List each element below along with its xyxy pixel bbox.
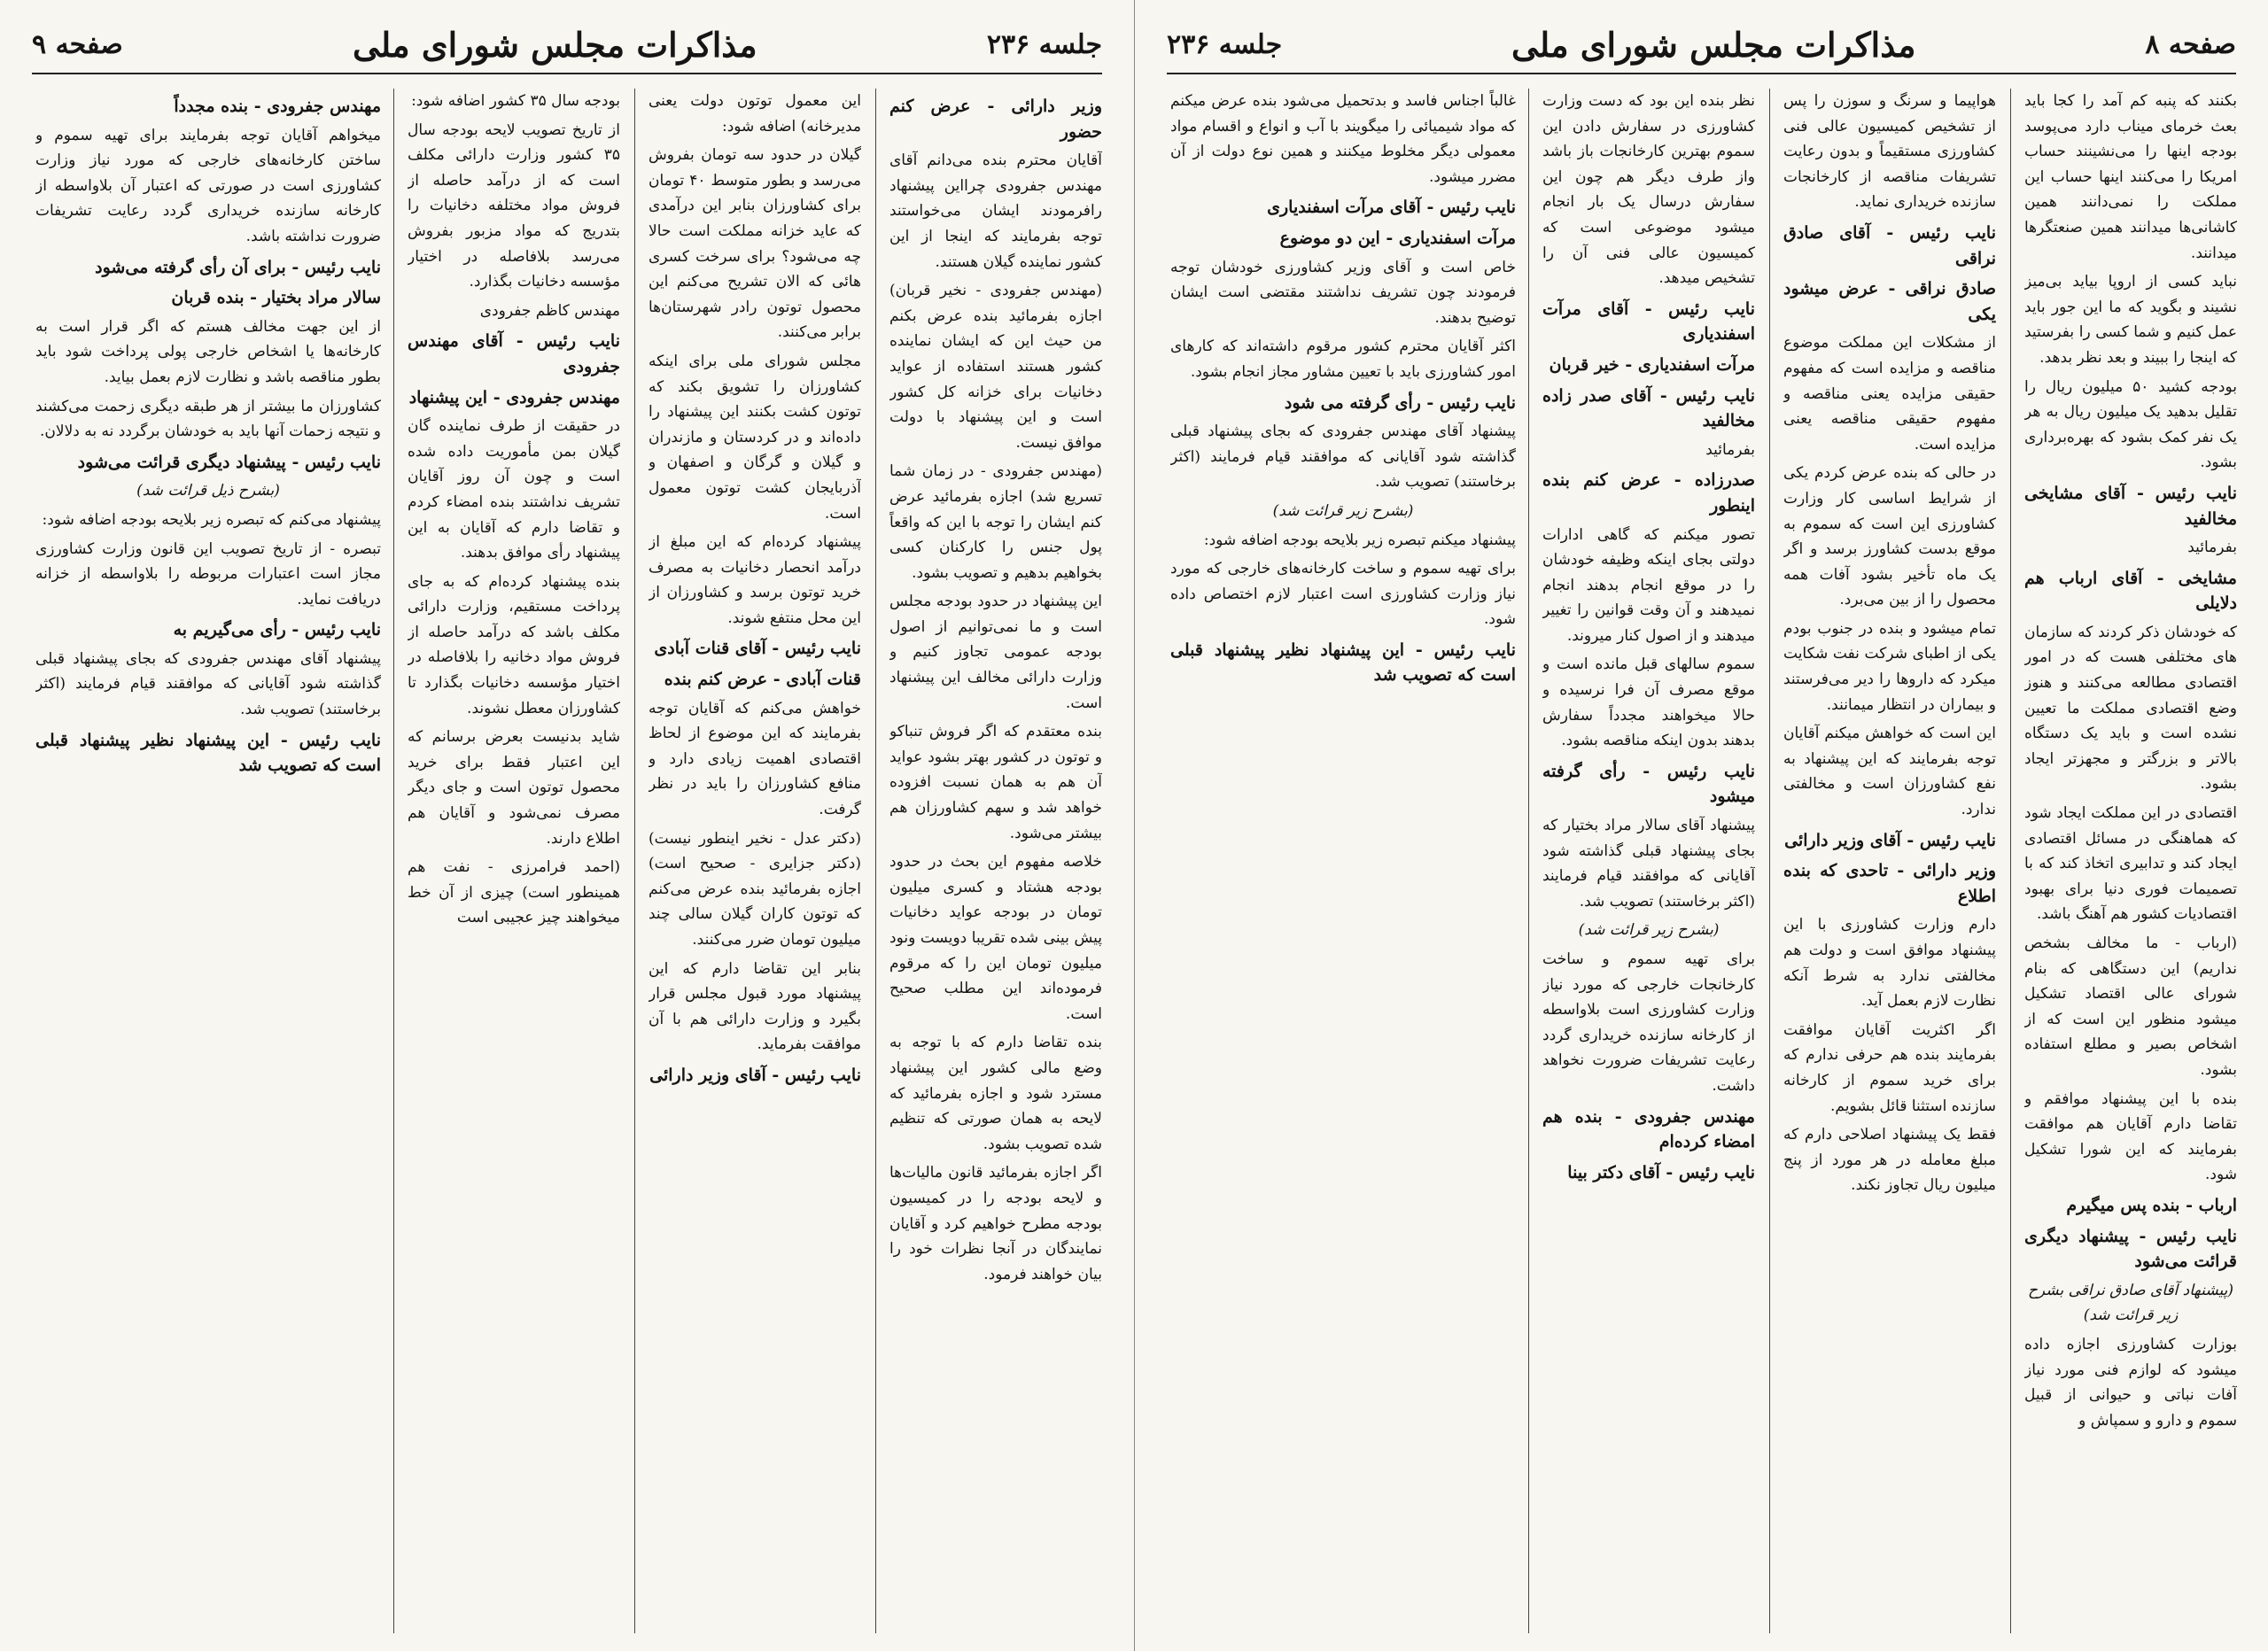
paragraph: خواهش می‌کنم که آقایان توجه بفرمایند که این موضوع از لحاظ اقتصادی اهمیت زیادی دارد و منافع کشاورزان را باید در نظر گرفت. — [649, 699, 861, 819]
paragraph: (مهندس جفرودی - در زمان شما تسریع شد) اجازه بفرمائید عرض کنم ایشان را توجه با این که واقعاً پول جنس را کارکنان کسی بخواهیم بدهیم و تصویب بشود. — [889, 462, 1102, 582]
paragraph: (ارباب - ما مخالف بشخص نداریم) این دستگاهی که بنام شورای عالی اقتصاد تشکیل میشود منظور این است که از اشخاص بصیر و مطلع استفاده بشود. — [2024, 934, 2237, 1079]
paragraph: فقط یک پیشنهاد اصلاحی دارم که مبلغ معامله در هر مورد از پنج میلیون ریال تجاوز نکند. — [1783, 1126, 1996, 1195]
column-divider — [2010, 89, 2011, 1633]
paragraph: اگر اکثریت آقایان موافقت بفرمایند بنده هم حرفی ندارم که برای خرید سموم از کارخانه سازنده استثنا قائل بشویم. — [1783, 1020, 1996, 1115]
speaker-line: نایب رئیس - آقای مشایخی مخالفید — [2024, 483, 2237, 529]
paragraph: اقتصادی در این مملکت ایجاد شود که هماهنگی در مسائل اقتصادی ایجاد کند و تدابیری اتخاذ کند که با تصمیمات فوری دنیا برای بهبود اقتصادیات کشور هم آهنگ باشد. — [2024, 804, 2237, 924]
speaker-line: نایب رئیس - برای آن رأی گرفته می‌شود — [95, 257, 381, 277]
left-page-number: صفحه ۹ — [32, 28, 123, 60]
paragraph: در حالی که بنده عرض کردم یکی از شرایط اساسی کار وزارت کشاورزی این است که سموم به موقع بدست کشاورز برسد و اگر یک ماه تأخیر بشود آفات همه محصول را از بین می‌برد. — [1783, 464, 1996, 609]
left-page-title: مذاکرات مجلس شورای ملی — [352, 24, 757, 65]
right-page-title: مذاکرات مجلس شورای ملی — [1511, 24, 1916, 65]
paragraph: در حقیقت از طرف نماینده گان گیلان بمن مأموریت داده شده است و چون آن روز آقایان تشریف نداشتند بنده امضاء کردم و تقاضا دارم که آقایان به این پیشنهاد رأی موافق بدهند. — [408, 417, 620, 562]
paragraph: شاید بدنیست بعرض برسانم که این اعتبار فقط برای خرید محصول توتون است و جای دیگر مصرف نمی‌شود و آقایان هم اطلاع دارند. — [408, 728, 620, 848]
text-column — [1170, 89, 1516, 1633]
text-column — [35, 89, 381, 1633]
right-page-header — [1167, 16, 2236, 74]
right-page-number: صفحه ۸ — [2145, 28, 2236, 60]
paragraph: دارم وزارت کشاورزی با این پیشنهاد موافق است و دولت هم مخالفتی ندارد به شرط آنکه نظارت لازم بعمل آید. — [1783, 916, 1996, 1011]
paragraph: مجلس شورای ملی برای اینکه کشاورزان را تشویق بکند که توتون کشت بکنند این پیشنهاد را داده‌اند و در کردستان و مازندران و گیلان و گرگان و اصفهان و آذربایجان کشت توتون معمول است. — [649, 352, 861, 523]
paragraph: که خودشان ذکر کردند که سازمان های مختلفی هست که در امور اقتصادی مطالعه می‌کنند و هنوز وضع اقتصادی مملکت ما تعیین نشده است و باید یک دستگاه بالاتر و بزرگتر و مجهزتر ایجاد بشود. — [2024, 623, 2237, 794]
paragraph: تمام میشود و بنده در جنوب بودم یکی از اطبای شرکت نفت شکایت میکرد که داروها را دیر می‌فرستند و بیماران در انتظار میمانند. — [1783, 619, 1996, 714]
speaker-line: ارباب - بنده پس میگیرم — [2066, 1195, 2237, 1215]
speaker-line: نایب رئیس - آقای صدر زاده مخالفید — [1542, 385, 1755, 431]
paragraph: بفرمائید — [1705, 440, 1755, 459]
paragraph: پیشنهاد میکنم تبصره زیر بلایحه بودجه اضافه شود: — [1203, 531, 1516, 549]
caption-line: (بشرح ذیل قرائت شد) — [136, 482, 280, 500]
speaker-line: مهندس جفرودی - این پیشنهاد — [408, 387, 620, 407]
column-divider — [1769, 89, 1770, 1633]
caption-line: (پیشنهاد آقای صادق نراقی بشرح زیر قرائت شد) — [2027, 1281, 2234, 1325]
speaker-line: نایب رئیس - آقای صادق نراقی — [1783, 222, 1996, 268]
paragraph: بنده پیشنهاد کرده‌ام که به جای پرداخت مستقیم، وزارت دارائی مکلف باشد که درآمد حاصله از فروش مواد دخانیه را بلافاصله در اختیار مؤسسه دخانیات بگذارد تا کشاورزان معطل نشوند. — [408, 572, 620, 717]
paragraph: از مشکلات این مملکت موضوع مناقصه و مزایده است که مفهوم حقیقی مزایده یعنی مناقصه و مفهوم حقیقی مناقصه یعنی مزایده است. — [1783, 334, 1996, 453]
speaker-line: نایب رئیس - این پیشنهاد نظیر پیشنهاد قبلی است که تصویب شد — [1170, 639, 1516, 686]
text-column — [649, 89, 861, 1633]
paragraph: این پیشنهاد در حدود بودجه مجلس است و ما نمی‌توانیم از اصول بودجه عمومی تجاوز کنیم و وزارت دارائی مخالف این پیشنهاد است. — [889, 593, 1102, 712]
paragraph: خاص است و آقای وزیر کشاورزی خودشان توجه فرمودند چون تشریف نداشتند مقتضی است ایشان توضیح بدهند. — [1170, 258, 1516, 327]
speaker-line: نایب رئیس - آقای مرآت اسفندیاری — [1267, 198, 1516, 218]
paragraph: برای تهیه سموم و ساخت کارخانه‌های خارجی که مورد نیاز وزارت کشاورزی است اعتبار لازم اختصاص داده شود. — [1170, 560, 1516, 629]
paragraph: بنده با این پیشنهاد موافقم و تقاضا دارم آقایان هم موافقت بفرمایند که این شورا تشکیل شود. — [2024, 1089, 2237, 1184]
speaker-line: صدرزاده - عرض کنم بنده اینطور — [1542, 470, 1755, 515]
speaker-line: نایب رئیس - آقای دکتر بینا — [1567, 1162, 1755, 1182]
speaker-line: نایب رئیس - آقای قنات آبادی — [654, 639, 861, 659]
paragraph: آقایان محترم بنده می‌دانم آقای مهندس جفرودی چرااین پیشنهاد رافرمودند ایشان می‌خواستند توجه بفرمایند که اینجا از این کشور نماینده گیلان هستند. — [889, 151, 1102, 271]
speaker-line: نایب رئیس - آقای وزیر دارائی — [1784, 830, 1996, 850]
left-page-header — [32, 16, 1102, 74]
paragraph: نباید کسی از اروپا بیاید بی‌میز نشیند و بگوید که ما این جور باید عمل کنیم و شما کسی را بفرستید که اینجا را ببیند و بعد نظر بدهد. — [2024, 273, 2237, 367]
text-column — [1783, 89, 1996, 1633]
paragraph: پیشنهاد کرده‌ام که این مبلغ از درآمد انحصار دخانیات به مصرف خرید توتون برسد و کشاورزان از این محل منتفع شوند. — [649, 533, 861, 627]
paragraph: کشاورزان ما بیشتر از هر طبقه دیگری زحمت می‌کشند و نتیجه زحمات آنها باید به خودشان برگردد نه به دلالان. — [35, 397, 381, 441]
paragraph: میخواهم آقایان توجه بفرمایند برای تهیه سموم و ساختن کارخانه‌های خارجی که مورد نیاز وزارت کشاورزی است در صورتی که اعتبار آن بلاواسطه از کارخانه سازنده خریداری گردد رعایت تشریفات ضرورت نداشته باشد. — [35, 126, 381, 245]
paragraph: خلاصه مفهوم این بحث در حدود بودجه هشتاد و کسری میلیون تومان در بودجه عواید دخانیات پیش بینی شده تقریبا دویست ونود میلیون تومان این را که مرقوم فرموده‌اند این مطلب صحیح است. — [889, 853, 1102, 1023]
speaker-line: سالار مراد بختیار - بنده قربان — [171, 288, 381, 308]
paragraph: بنده معتقدم که اگر فروش تنباکو و توتون در کشور بهتر بشود عواید آن هم به همان نسبت افزوده خواهد شد و سهم کشاورزان هم بیشتر می‌شود. — [889, 723, 1102, 842]
paragraph: از این جهت مخالف هستم که اگر قرار است به کارخانه‌ها یا اشخاص خارجی پولی پرداخت شود باید بطور مناقصه باشد و نظارت لازم بعمل بیاید. — [35, 317, 381, 386]
right-session-number: جلسه ۲۳۶ — [1167, 28, 1283, 60]
paragraph: اگر اجازه بفرمائید قانون مالیات‌ها و لایحه بودجه را در کمیسیون بودجه مطرح خواهیم کرد و آقایان نمایندگان در آنجا نظرات خود را بیان خواهند فرمود. — [889, 1164, 1102, 1283]
paragraph: بکنند که پنبه کم آمد را کجا باید بعث خرمای میناب دارد می‌پوسد بودجه اینها را می‌نشینند حساب امریکا را می‌کنند اینها حساب این مملکت را نمی‌دانند همین کاشانی‌ها میدانند همین صنعتگرها میدانند. — [2024, 92, 2237, 262]
paragraph: برای تهیه سموم و ساخت کارخانجات خارجی که مورد نیاز وزارت کشاورزی است بلاواسطه از کارخانه سازنده خریداری گردد رعایت تشریفات ضرورت نخواهد داشت. — [1542, 950, 1755, 1095]
speaker-line: نایب رئیس - رأی می‌گیریم به — [173, 620, 381, 640]
speaker-line: مشایخی - آقای ارباب هم دلایلی — [2024, 568, 2237, 614]
caption-line: (بشرح زیر قرائت شد) — [1272, 501, 1414, 520]
paragraph: گیلان در حدود سه تومان بفروش می‌رسد و بطور متوسط ۴۰ تومان برای کشاورزان بنابر این درآمدی که عاید خزانه مملکت است حالا چه می‌شود؟ برای سرخت کسری هائی که الان تشریح می‌کنم این محصول توتون رادر شهرستان‌ها برابر می‌کنند. — [649, 146, 861, 342]
speaker-line: نایب رئیس - آقای مرآت اسفندیاری — [1542, 298, 1755, 345]
text-column — [408, 89, 620, 1633]
paragraph: مهندس کاظم جفرودی — [479, 301, 620, 320]
left-session-number: جلسه ۲۳۶ — [986, 28, 1102, 60]
paragraph: بفرمائید — [2187, 539, 2237, 557]
paragraph: پیشنهاد آقای مهندس جفرودی که بجای پیشنهاد قبلی گذاشته شود آقایانی که موافقند قیام فرمایند (اکثر برخاستند) تصویب شد. — [1170, 422, 1516, 492]
paragraph: پیشنهاد آقای سالار مراد بختیار که بجای پیشنهاد قبلی گذاشته شود آقایانی که موافقند قیام فرمایند (اکثر برخاستند) تصویب شد. — [1542, 817, 1755, 911]
speaker-line: وزیر دارائی - عرض کنم حضور — [889, 97, 1102, 142]
paragraph: اکثر آقایان محترم کشور مرقوم داشته‌اند که کارهای امور کشاورزی باید با تعیین مشاور مجاز انجام بشود. — [1170, 337, 1516, 381]
paragraph: غالباً اجناس فاسد و بدتحمیل می‌شود بنده عرض میکنم که مواد شیمیائی را میگویند با آب و انواع و اقسام مواد معمولی دیگر مخلوط میکنند و همین نوع دولت از آن مضرر میشود. — [1170, 92, 1516, 186]
column-divider — [393, 89, 394, 1633]
paragraph: پیشنهاد آقای مهندس جفرودی که بجای پیشنهاد قبلی گذاشته شود آقایانی که موافقند قیام فرمایند (اکثر برخاستند) تصویب شد. — [35, 649, 381, 719]
caption-line: (بشرح زیر قرائت شد) — [1578, 921, 1720, 940]
speaker-line: نایب رئیس - آقای وزیر دارائی — [649, 1065, 861, 1085]
column-divider — [1528, 89, 1529, 1633]
speaker-line: مرآت اسفندیاری - خیر قربان — [1549, 354, 1755, 375]
paragraph: این معمول توتون دولت یعنی مدیرخانه) اضافه شود: — [649, 92, 861, 136]
speaker-line: مهندس جفرودی - بنده هم امضاء کرده‌ام — [1542, 1106, 1755, 1152]
paragraph: (دکتر عدل - نخیر اینطور نیست) (دکتر جزایری - صحیح است) اجازه بفرمائید بنده عرض می‌کنم که توتون کاران گیلان سالی چند میلیون تومان ضرر می‌کنند. — [649, 829, 861, 949]
paragraph: (مهندس جفرودی - نخیر قربان) اجازه بفرمائید بنده عرض بکنم من حیث این که ایشان نماینده کشور هستند استفاده از عواید دخانیات برای خزانه کل کشور است و این پیشنهاد با دولت موافق نیست. — [889, 282, 1102, 452]
column-divider — [875, 89, 876, 1633]
speaker-line: مهندس جفرودی - بنده مجدداً — [174, 97, 381, 116]
paragraph: نظر بنده این بود که دست وزارت کشاورزی در سفارش دادن این سموم بهترین کارخانجات باز باشد واز طرف دیگر هم چون این سفارش درسال یک بار انجام میشود موضوعی است که کمیسیون عالی فنی آن را تشخیص میدهد. — [1542, 92, 1755, 288]
speaker-line: نایب رئیس - رأی گرفته می شود — [1284, 392, 1516, 413]
speaker-line: نایب رئیس - رأی گرفته میشود — [1542, 761, 1755, 807]
paragraph: بودجه کشید ۵۰ میلیون ریال را تقلیل بدهید یک میلیون ریال به هر یک نفر کمک بشود که بهره‌برداری بشود. — [2024, 377, 2237, 472]
speaker-line: نایب رئیس - این پیشنهاد نظیر پیشنهاد قبلی است که تصویب شد — [35, 730, 381, 776]
column-divider — [634, 89, 635, 1633]
paragraph: سموم سالهای قبل مانده است و موقع مصرف آن فرا نرسیده و حالا میخواهند مجدداً سفارش بدهند بدون اینکه مناقصه بشود. — [1542, 655, 1755, 750]
speaker-line: نایب رئیس - پیشنهاد دیگری قرائت می‌شود — [2024, 1226, 2237, 1272]
speaker-line: صادق نراقی - عرض میشود یکی — [1783, 279, 1996, 324]
text-column — [2024, 89, 2237, 1633]
paragraph: تصور میکنم که گاهی ادارات دولتی بجای اینکه وظیفه خودشان را در موقع انجام بدهند انجام نمیدهند و آن وقت قوانین را تغییر میدهند و از اصول کنار میروند. — [1542, 525, 1755, 645]
text-column — [889, 89, 1102, 1633]
text-column — [1542, 89, 1755, 1633]
paragraph: بودجه سال ۳۵ کشور اضافه شود: — [411, 92, 620, 110]
speaker-line: وزیر دارائی - تاحدی که بنده اطلاع — [1783, 861, 1996, 906]
paragraph: بنابر این تقاضا دارم که این پیشنهاد مورد قبول مجلس قرار بگیرد و وزارت دارائی هم با آن موافقت بفرماید. — [649, 959, 861, 1054]
paragraph: بنده تقاضا دارم که با توجه به وضع مالی کشور این پیشنهاد مسترد شود و اجازه بفرمائید که لایحه به همان صورتی که تنظیم شده تصویب بشود. — [889, 1034, 1102, 1153]
right-page — [1134, 0, 2268, 1651]
paragraph: این است که خواهش میکنم آقایان توجه بفرمایند که این پیشنهاد به نفع کشاورزان است و مخالفتی ندارد. — [1783, 725, 1996, 819]
speaker-line: قنات آبادی - عرض کنم بنده — [664, 670, 861, 690]
paragraph: (احمد فرامرزی - نفت هم همینطور است) چیزی از آن خط میخواهند چیز عجیبی است — [408, 858, 620, 927]
paragraph: تبصره - از تاریخ تصویب این قانون وزارت کشاورزی مجاز است اعتبارات مربوطه را بلاواسطه از خزانه دریافت نماید. — [35, 539, 381, 608]
paragraph: بوزارت کشاورزی اجازه داده میشود که لوازم فنی مورد نیاز آفات نباتی و حیوانی از قبیل سموم و دارو و سمپاش و — [2024, 1335, 2237, 1430]
speaker-line: نایب رئیس - آقای مهندس جفرودی — [408, 331, 620, 376]
paragraph: هواپیما و سرنگ و سوزن را پس از تشخیص کمیسیون عالی فنی کشاورزی مستقیماً و بدون رعایت تشریفات مناقصه از کارخانجات سازنده خریداری نماید. — [1783, 92, 1996, 212]
paragraph: از تاریخ تصویب لایحه بودجه سال ۳۵ کشور وزارت دارائی مکلف است که از درآمد حاصله از فروش مواد مختلفه دخانیات را بتدریج که مواد مزبور بفروش می‌رسد بلافاصله در اختیار مؤسسه دخانیات بگذارد. — [408, 120, 620, 291]
speaker-line: نایب رئیس - پیشنهاد دیگری قرائت می‌شود — [77, 452, 381, 472]
speaker-line: مرآت اسفندیاری - این دو موضوع — [1279, 228, 1516, 248]
paragraph: پیشنهاد می‌کنم که تبصره زیر بلایحه بودجه اضافه شود: — [42, 510, 381, 529]
